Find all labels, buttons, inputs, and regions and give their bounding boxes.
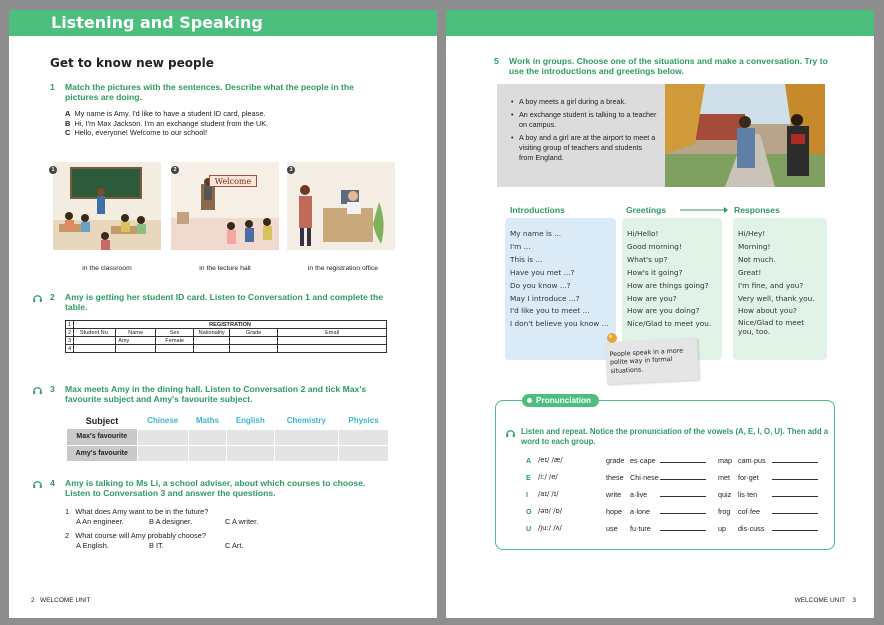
header-band [446,10,874,36]
campus-photo-illustration [665,84,825,187]
picture-number: 3 [287,166,295,174]
picture-registration-office [287,162,395,250]
registration-table [65,320,387,353]
example-word: use [606,524,618,533]
favourite-subject-table [67,413,389,462]
tick-cell[interactable] [188,429,226,445]
example-word: hope [606,507,622,516]
page-footer [31,597,91,604]
headphones-icon [505,428,516,439]
q2-line1: Amy is getting her student ID card. Listen to Conversation 1 and complete the [65,292,384,302]
phonetic-symbols: /juː/ /ʌ/ [538,524,562,532]
subject-column: English [235,416,265,426]
situation-item: • An exchange student is talking to a teacher on campus. [519,110,657,130]
q1-number: 1 [50,82,55,92]
table-header: Name [116,329,156,337]
registration-office-illustration [287,162,395,250]
row-number: 3 [66,337,74,345]
phrase: Morning! [738,241,771,251]
q1-options [65,109,268,138]
vowel-letter: A [526,456,532,465]
phrase: I'm ... [510,241,531,251]
example-word: fu·ture [630,524,651,533]
example-word: lis·ten [738,490,758,499]
row-number: 4 [66,345,74,353]
answer-blank[interactable] [772,456,818,463]
item-question: What does Amy want to be in the future? [75,507,209,516]
q2-instruction [65,292,425,312]
answer-blank[interactable] [660,473,706,480]
phrase: Not much. [738,254,776,264]
situation-item: • A boy meets a girl during a break. [519,97,657,107]
example-word: these [606,473,624,482]
row-number: 1 [66,321,74,329]
phrase: I don't believe you know ... [510,319,609,329]
option-letter: A [65,109,71,118]
table-cell[interactable] [278,337,387,345]
phrase: Do you know ...? [510,280,571,290]
picture-number: 2 [171,166,179,174]
q2-number: 2 [50,292,55,302]
phrase: I'm fine, and you? [738,280,804,290]
picture-caption: in the lecture hall [199,265,251,272]
phrase: I'd like you to meet ... [510,306,590,316]
q4-number: 4 [50,478,55,488]
classroom-illustration [53,162,161,250]
item-question: What course will Amy probably choose? [75,531,206,540]
q3-line1: Max meets Amy in the dining hall. Listen to Conversation 2 and tick Max's [65,384,367,394]
table-cell[interactable] [278,345,387,353]
item-number: 1 [65,507,70,516]
responses-column [733,218,827,360]
pronunciation-instruction [521,427,831,447]
situations-box [497,84,665,187]
introductions-column [505,218,616,360]
headphones-icon [32,479,43,490]
phrase: How are you? [627,293,677,303]
table-cell[interactable] [74,345,116,353]
tip-note [605,338,699,385]
option-text: Hello, everyone! Welcome to our school! [74,128,208,137]
responses-heading: Responses [734,205,780,215]
answer-blank[interactable] [660,507,706,514]
q1-line1: Match the pictures with the sentences. Describe what the people in the [65,82,354,92]
phrase: May I introduce ...? [510,293,580,303]
table-header: Grade [230,329,278,337]
registration-title: REGISTRATION [74,321,387,329]
choice-a[interactable]: A English. [76,540,109,550]
q5-line1: Work in groups. Choose one of the situations and make a conversation. Try to [509,56,828,66]
phrase: How are things going? [627,280,709,290]
table-cell[interactable] [194,337,230,345]
subject-header: Subject [85,416,119,426]
answer-blank[interactable] [772,507,818,514]
example-word: write [606,490,622,499]
phrase: Nice/Glad to meet [738,318,805,328]
example-word: frog [718,507,731,516]
introductions-heading: Introductions [510,205,565,215]
q5-instruction [509,56,859,76]
tick-cell[interactable] [226,445,274,461]
example-word: met [718,473,730,482]
phrase: you, too. [738,327,771,337]
table-header: Nationality [194,329,230,337]
right-page [446,10,874,618]
page-number: 2 [31,597,35,604]
example-word: for·get [738,473,759,482]
table-header: Student No. [74,329,116,337]
situation-item: • A boy and a girl are at the airport to meet a visiting group of teachers and students from England. [519,133,657,163]
phrase: Hi/Hello! [627,229,659,238]
picture-classroom [53,162,161,250]
phrase: How are you doing? [627,306,700,316]
phrase: Great! [738,267,762,277]
choice-b[interactable]: B IT. [149,540,164,550]
example-word: grade [606,456,625,465]
table-cell[interactable] [156,345,194,353]
table-cell[interactable]: Female [156,337,194,345]
table-cell[interactable]: Amy [116,337,156,345]
tick-cell[interactable] [274,445,339,461]
page-number: 3 [852,597,856,604]
example-word: Chi·nese [630,473,659,482]
q1-line2: pictures are doing. [65,92,142,102]
vowel-letter: E [526,473,531,482]
answer-blank[interactable] [660,456,706,463]
tick-cell[interactable] [226,429,274,445]
headphones-icon [32,385,43,396]
q1-option [65,109,268,119]
q1-option [65,119,268,129]
choice-c[interactable]: C Art. [225,540,244,550]
section-title: Get to know new people [50,56,214,70]
q5-number: 5 [494,56,499,66]
subject-column: Maths [195,416,219,426]
example-word: up [718,524,726,533]
phrase: How's it going? [627,267,683,277]
phrase: My name is ... [510,229,562,238]
tick-cell[interactable] [188,445,226,461]
option-letter: B [65,118,71,128]
phrase: What's up? [627,254,668,264]
table-header: Email [278,329,387,337]
q1-option [65,128,268,138]
pron-line1: Listen and repeat. Notice the pronunciation of the vowels (A, E, I, O, U). Then add a [521,427,829,436]
vowel-letter: I [526,490,528,499]
table-cell[interactable] [230,337,278,345]
item-number: 2 [65,531,70,540]
tick-cell[interactable] [274,429,339,445]
left-page [9,10,437,618]
answer-blank[interactable] [772,490,818,497]
example-word: es·cape [630,456,656,465]
example-word: cof·fee [738,507,760,516]
tick-cell[interactable] [339,445,389,461]
subject-column: Physics [348,416,379,426]
example-word: a·live [630,490,648,499]
pronunciation-tab: Pronunciation [522,394,599,407]
pron-line2: word to each group. [521,437,596,446]
answer-blank[interactable] [660,524,706,531]
situations-list [497,84,665,163]
table-cell[interactable] [230,345,278,353]
tick-cell[interactable] [137,445,188,461]
phrase: Good morning! [627,241,682,251]
q3-instruction [65,384,425,404]
phrase: Nice/Glad to meet you. [627,319,712,329]
vowel-letter: O [526,507,532,516]
tick-cell[interactable] [339,429,389,445]
phrase: How about you? [738,306,797,316]
phrase: Very well, thank you. [738,293,815,303]
picture-caption: in the classroom [82,265,132,272]
page-header-title: Listening and Speaking [51,13,263,32]
q4-item [65,507,365,527]
row-number: 2 [66,329,74,337]
answer-blank[interactable] [772,524,818,531]
headphones-icon [32,293,43,304]
greetings-heading: Greetings [626,205,667,215]
option-text: Hi, I'm Max Jackson. I'm an exchange student from the UK. [74,118,269,128]
subject-column: Chinese [147,416,179,426]
q1-instruction [65,82,425,102]
phrase: This is ... [510,254,543,264]
phrase: Have you met ...? [510,267,575,277]
subject-column: Chemistry [286,416,326,426]
row-label: Amy's favourite [67,445,137,461]
q4-line2: Listen to Conversation 3 and answer the questions. [65,488,276,498]
phonetic-symbols: /aɪ/ /ɪ/ [538,490,559,498]
q3-number: 3 [50,384,55,394]
picture-lecture-hall [171,162,279,250]
choice-c[interactable]: C A writer. [225,516,259,526]
example-word: a·lone [630,507,650,516]
example-word: cam·pus [738,456,766,465]
campus-photo [665,84,825,187]
vowel-letter: U [526,524,532,533]
example-word: quiz [718,490,732,499]
tick-cell[interactable] [137,429,188,445]
phrase: Hi/Hey! [738,229,766,238]
example-word: map [718,456,732,465]
picture-caption: in the registration office [307,265,379,272]
tip-note-text: People speak in a more polite way in formal situations. [609,347,684,375]
example-word: dis·cuss [738,524,765,533]
answer-blank[interactable] [772,473,818,480]
q4-line1: Amy is talking to Ms Li, a school adviser, about which courses to choose. [65,478,366,488]
arrow-right-icon [680,206,728,214]
phonetic-symbols: /eɪ/ /æ/ [538,456,563,464]
picture-number: 1 [49,166,57,174]
option-text: My name is Amy. I'd like to have a student ID card, please. [74,109,266,118]
welcome-sign: Welcome [209,175,257,187]
table-cell[interactable] [74,337,116,345]
table-cell[interactable] [116,345,156,353]
table-header: Sex [156,329,194,337]
footer-text: WELCOME UNIT [40,597,91,604]
q5-line2: use the introductions and greetings below. [509,66,684,76]
q2-line2: table. [65,302,88,312]
q4-instruction [65,478,425,498]
phonetic-symbols: /əʊ/ /ɒ/ [538,507,563,515]
phonetic-symbols: /iː/ /e/ [538,473,558,481]
choice-a[interactable]: A An engineer. [76,516,124,526]
footer-text: WELCOME UNIT [794,597,846,604]
option-letter: C [65,128,71,137]
page-footer [795,597,856,604]
pin-icon [606,332,618,344]
table-cell[interactable] [194,345,230,353]
choice-b[interactable]: B A designer. [149,516,193,526]
row-label: Max's favourite [67,429,137,445]
answer-blank[interactable] [660,490,706,497]
q3-line2: favourite subject and Amy's favourite subject. [65,394,253,404]
q4-item [65,531,365,551]
